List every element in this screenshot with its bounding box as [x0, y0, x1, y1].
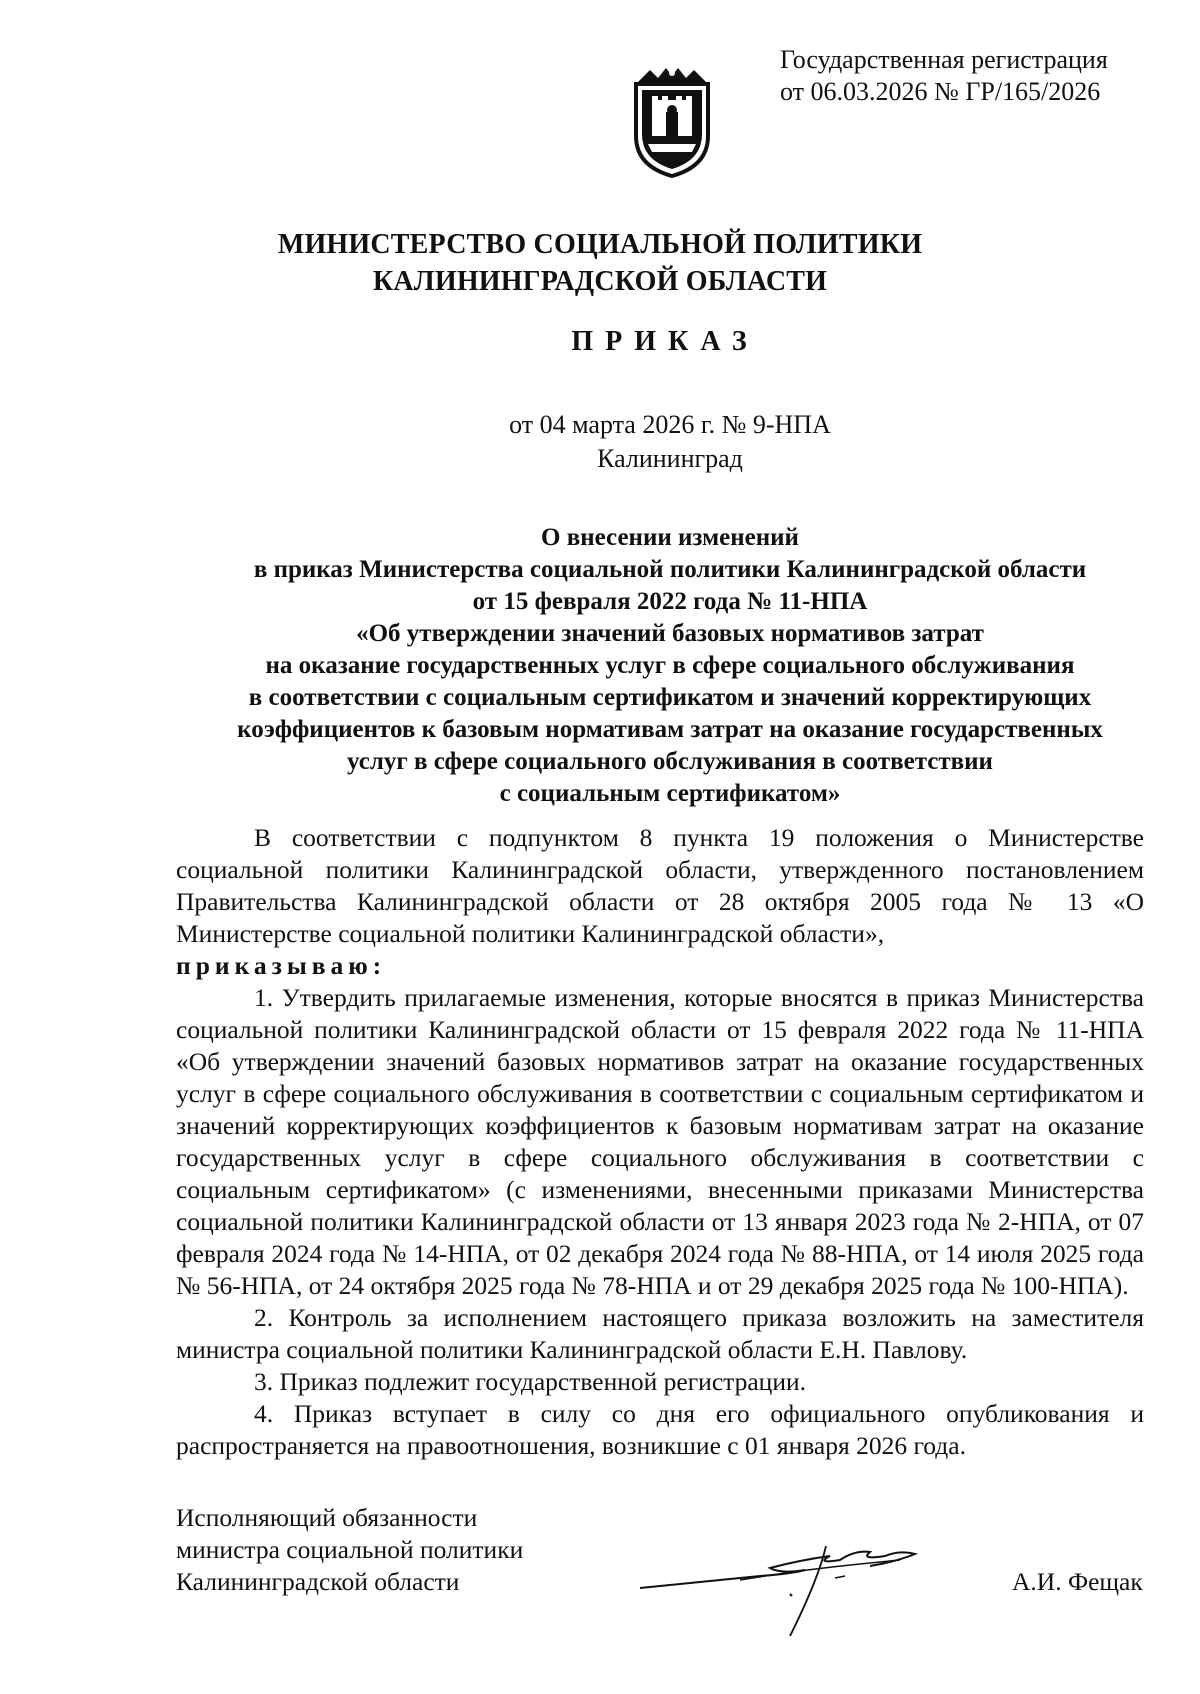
order-item-4: 4. Приказ вступает в силу со дня его официального опубликования и распространяется на правоотношения, возникшие с 01 января 2026 года. — [176, 1399, 1144, 1460]
registration-stamp — [780, 44, 1140, 108]
subject-line: в соответствии с социальным сертификатом и значений корректирующих — [248, 684, 1092, 711]
order-meta — [440, 408, 900, 476]
subject-line: О внесении изменений — [541, 524, 799, 551]
order-word: приказываю: — [176, 951, 387, 980]
ministry-line-2: КАЛИНИНГРАДСКОЙ ОБЛАСТИ — [372, 266, 828, 297]
coat-of-arms-icon — [628, 66, 716, 178]
preamble-paragraph — [176, 822, 1144, 950]
ministry-line-1: МИНИСТЕРСТВО СОЦИАЛЬНОЙ ПОЛИТИКИ — [277, 229, 923, 260]
ministry-name — [0, 226, 1200, 300]
order-date-number: от 04 марта 2026 г. № 9-НПА — [509, 410, 831, 439]
subject-line: от 15 февраля 2022 года № 11-НПА — [472, 588, 868, 615]
order-subject — [170, 522, 1170, 810]
registration-line-1: Государственная регистрация — [780, 45, 1108, 74]
subject-line: «Об утверждении значений базовых нормативов затрат — [356, 620, 984, 647]
subject-line: с социальным сертификатом» — [499, 780, 841, 807]
order-body — [176, 822, 1144, 1462]
subject-line: в приказ Министерства социальной политики Калининградской области — [253, 556, 1087, 583]
order-item-2: 2. Контроль за исполнением настоящего приказа возложить на заместителя министра социальной политики Калининградской области Е.Н. Павлову. — [176, 1303, 1144, 1364]
handwritten-signature — [640, 1530, 960, 1640]
order-city: Калининград — [597, 444, 743, 473]
position-line-1: Исполняющий обязанности — [176, 1503, 478, 1532]
order-word-paragraph — [176, 950, 1144, 982]
subject-line: коэффициентов к базовым нормативам затрат на оказание государственных — [237, 716, 1103, 743]
preamble-text: В соответствии с подпунктом 8 пункта 19 положения о Министерстве социальной политики Калининградской области, утвержденного постановлением Правительства Калининградской области от 28 октября 2005 года № 13 «О Министерстве социальной политики Калининградской области», — [176, 823, 1144, 948]
registration-line-2: от 06.03.2026 № ГР/165/2026 — [780, 77, 1101, 106]
subject-line: на оказание государственных услуг в сфере социального обслуживания — [265, 652, 1075, 679]
position-line-2: министра социальной политики — [176, 1535, 524, 1564]
signatory-name: А.И. Фещак — [1012, 1567, 1143, 1596]
position-line-3: Калининградской области — [176, 1567, 460, 1596]
subject-line: услуг в сфере социального обслуживания в соответствии — [347, 748, 993, 775]
order-item-3: 3. Приказ подлежит государственной регистрации. — [254, 1367, 806, 1396]
signatory-position — [176, 1502, 576, 1598]
document-type: ПРИКАЗ — [571, 326, 759, 357]
order-item-1: 1. Утвердить прилагаемые изменения, которые вносятся в приказ Министерства социальной политики Калининградской области от 15 февраля 2022 года № 11-НПА «Об утверждении значений базовых нормативов затрат на оказание государственных услуг в сфере социального обслуживания в соответствии с социальным сертификатом и значений корректирующих коэффициентов к базовым нормативам затрат на оказание государственных услуг в сфере социального обслуживания в соответствии с социальным сертификатом» (с изменениями, внесенными приказами Министерства социальной политики Калининградской области от 13 января 2023 года № 2-НПА, от 07 февраля 2024 года № 14-НПА, от 02 декабря 2024 года № 88-НПА, от 14 июля 2025 года № 56-НПА, от 24 октября 2025 года № 78-НПА и от 29 декабря 2025 года № 100-НПА). — [176, 983, 1144, 1300]
